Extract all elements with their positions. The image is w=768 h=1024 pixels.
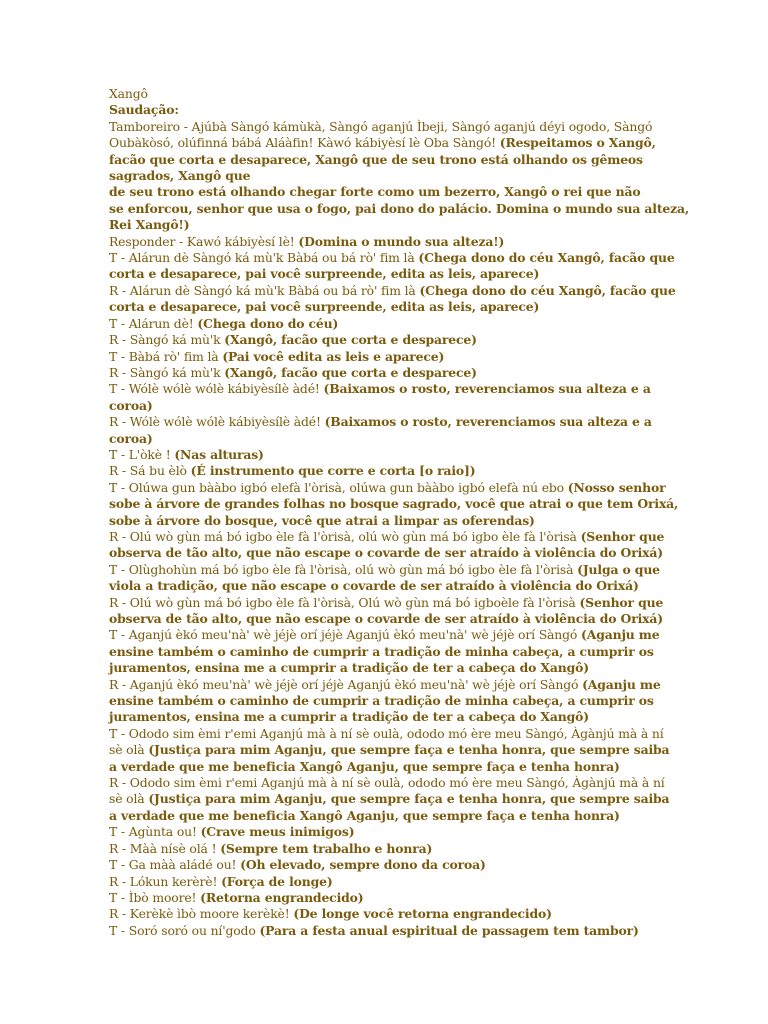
text-line: [109, 857, 759, 873]
text-line: [109, 496, 759, 512]
chant-text: T - Agùnta ou!: [109, 824, 201, 840]
text-line: [109, 152, 759, 168]
translation-text: Saudação:: [109, 102, 179, 118]
translation-text: corta e desaparece, pai você surpreende, edita as leis, aparece): [109, 299, 540, 315]
translation-text: (Chega dono do céu Xangô, facão que: [418, 250, 675, 266]
translation-text: (Chega dono do céu): [197, 315, 339, 331]
chant-text: R - Wólè wólè wólè kábiyèsílè àdé!: [109, 414, 325, 430]
chant-text: sè olà: [109, 791, 149, 807]
translation-text: (Baixamos o rosto, reverenciamos sua alteza e a: [323, 381, 651, 397]
chant-text: T - Ododo sim èmi r'emi Aganjú mà à ní sè oulà, ododo mó ère meu Sàngó, Àgànjú mà à ní: [109, 725, 664, 741]
text-line: [109, 545, 759, 561]
text-line: [109, 201, 759, 217]
text-line: [109, 759, 759, 775]
translation-text: sobe à árvore do bosque, você que atrai a limpar as oferendas): [109, 512, 535, 528]
chant-text: R - Sàngó ká mù'k: [109, 332, 225, 348]
text-line: [109, 513, 759, 529]
translation-text: a verdade que me beneficia Xangô Aganju, que sempre faça e tenha honra): [109, 758, 620, 774]
chant-text: R - Sàngó ká mù'k: [109, 364, 225, 380]
text-line: [109, 447, 759, 463]
text-line: [109, 874, 759, 890]
text-line: [109, 578, 759, 594]
chant-text: R - Olú wò gùn má bó igbo èle fà l'òrisà, Olú wò gùn má bó igboèle fà l'òrisà: [109, 594, 580, 610]
text-line: [109, 677, 759, 693]
text-line: [109, 332, 759, 348]
translation-text: (Aganju me: [582, 676, 661, 692]
translation-text: Rei Xangô!): [109, 217, 190, 233]
text-line: [109, 168, 759, 184]
text-line: [109, 266, 759, 282]
text-line: [109, 611, 759, 627]
translation-text: (Força de longe): [221, 873, 333, 889]
text-line: [109, 365, 759, 381]
text-line: [109, 463, 759, 479]
translation-text: (Aganju me: [581, 627, 660, 643]
chant-text: R - Ododo sim èmi r'emi Aganjú mà à ní sè oulà, ododo mó ère meu Sàngó, Àgànjú mà à ní: [109, 775, 665, 791]
chant-text: Xangô: [109, 86, 148, 101]
chant-text: T - Alárun dè Sàngó ká mù'k Bàbá ou bá rò' fim là: [109, 250, 419, 266]
chant-text: T - L'òkè !: [109, 446, 175, 462]
text-line: [109, 283, 759, 299]
text-line: [109, 250, 759, 266]
translation-text: (Justiça para mim Aganju, que sempre faça e tenha honra, que sempre saiba: [148, 791, 670, 807]
text-line: [109, 217, 759, 233]
text-line: [109, 562, 759, 578]
text-line: [109, 841, 759, 857]
chant-text: T - Bàbá rò' fim là: [109, 348, 223, 364]
text-line: [109, 595, 759, 611]
text-line: [109, 102, 759, 118]
translation-text: corta e desaparece, pai você surpreende, edita as leis, aparece): [109, 266, 540, 282]
text-line: [109, 184, 759, 200]
chant-text: T - Wólè wólè wólè kábiyèsílè àdé!: [109, 381, 324, 397]
text-line: [109, 398, 759, 414]
translation-text: (Retorna engrandecido): [200, 889, 364, 905]
translation-text: juramentos, ensina me a cumprir a tradição de ter a cabeça do Xangô): [109, 660, 589, 676]
text-line: [109, 726, 759, 742]
text-line: [109, 86, 759, 102]
text-line: [109, 627, 759, 643]
chant-text: R - Alárun dè Sàngó ká mù'k Bàbá ou bá rò' fim là: [109, 282, 420, 298]
chant-text: R - Aganjú èkó meu'nà' wè jéjè orí jéjè Aganjú èkó meu'nà' wè jéjè orí Sàngó: [109, 676, 583, 692]
translation-text: (Pai você edita as leis e aparece): [222, 348, 445, 364]
text-line: [109, 414, 759, 430]
text-line: [109, 431, 759, 447]
chant-text: Tamboreiro - Ajúbà Sàngó kámùkà, Sàngó aganjú Ìbeji, Sàngó aganjú déyi ogodo, Sàngó: [109, 118, 653, 134]
text-line: [109, 890, 759, 906]
translation-text: (Baixamos o rosto, reverenciamos sua alteza e a: [324, 414, 652, 430]
translation-text: (Domina o mundo sua alteza!): [298, 233, 505, 249]
translation-text: (Oh elevado, sempre dono da coroa): [240, 857, 486, 873]
translation-text: (Para a festa anual espiritual de passagem tem tambor): [259, 922, 639, 938]
translation-text: (Respeitamos o Xangô,: [499, 135, 656, 151]
text-line: [109, 660, 759, 676]
translation-text: ensine também o caminho de cumprir a tradição de minha cabeça, a cumprir os: [109, 693, 654, 709]
text-line: [109, 775, 759, 791]
translation-text: (Justiça para mim Aganju, que sempre faça e tenha honra, que sempre saiba: [148, 742, 670, 758]
translation-text: (Julga o que: [577, 561, 660, 577]
translation-text: a verdade que me beneficia Xangô Aganju, que sempre faça e tenha honra): [109, 807, 620, 823]
text-line: [109, 808, 759, 824]
chant-text: R - Kerèkè ìbò moore kerèkè!: [109, 906, 294, 922]
translation-text: (Xangô, facão que corta e desparece): [224, 332, 477, 348]
translation-text: (Chega dono do céu Xangô, facão que: [419, 282, 676, 298]
chant-text: R - Lókun kerèrè!: [109, 873, 222, 889]
translation-text: facão que corta e desaparece, Xangô que de seu trono está olhando os gêmeos: [109, 151, 643, 167]
text-line: [109, 234, 759, 250]
text-line: [109, 906, 759, 922]
translation-text: (É instrumento que corre e corta [o raio]): [190, 463, 476, 479]
translation-text: se enforcou, senhor que usa o fogo, pai dono do palácio. Domina o mundo sua alteza,: [109, 200, 690, 216]
translation-text: ensine também o caminho de cumprir a tradição de minha cabeça, a cumprir os: [109, 643, 654, 659]
translation-text: (Xangô, facão que corta e desparece): [224, 364, 477, 380]
chant-text: R - Sá bu èlò: [109, 463, 191, 479]
translation-text: (Nas alturas): [174, 446, 264, 462]
translation-text: (Nosso senhor: [567, 479, 666, 495]
chant-text: T - Ga màà aládé ou!: [109, 857, 241, 873]
text-line: [109, 693, 759, 709]
translation-text: (Senhor que: [580, 528, 665, 544]
text-line: [109, 742, 759, 758]
text-line: [109, 791, 759, 807]
text-line: [109, 923, 759, 939]
chant-text: R - Màà nísè olá !: [109, 840, 221, 856]
translation-text: observa de tão alto, que não escape o covarde de ser atraído à violência do Orixá): [109, 611, 663, 626]
chant-text: T - Soró soró ou ní'godo: [109, 922, 260, 938]
document-text: [109, 86, 759, 939]
chant-text: R - Olú wò gùn má bó igbo èle fà l'òrisà, olú wò gùn má bó igbo èle fà l'òrisà: [109, 528, 581, 544]
translation-text: (Crave meus inimigos): [200, 824, 355, 840]
text-line: [109, 119, 759, 135]
translation-text: coroa): [109, 397, 153, 413]
chant-text: T - Alárun dè!: [109, 315, 198, 331]
translation-text: sagrados, Xangô que: [109, 168, 251, 184]
text-line: [109, 316, 759, 332]
text-line: [109, 381, 759, 397]
text-line: [109, 349, 759, 365]
translation-text: juramentos, ensina me a cumprir a tradição de ter a cabeça do Xangô): [109, 709, 589, 725]
chant-text: T - Olúwa gun bààbo igbó elefà l'òrisà, olúwa gun bààbo igbó elefà nú ebo: [109, 479, 568, 495]
translation-text: (Senhor que: [579, 594, 664, 610]
translation-text: sobe à árvore de grandes folhas no bosque sagrado, você que atrai o que tem Orixá,: [109, 496, 679, 512]
chant-text: Oubàkòsó, olúfinná bábá Aláàfin! Kàwó kábiyèsí lè Oba Sàngó!: [109, 135, 500, 151]
chant-text: T - Aganjú èkó meu'nà' wè jéjè orí jéjè Aganjú èkó meu'nà' wè jéjè orí Sàngó: [109, 627, 582, 643]
text-line: [109, 709, 759, 725]
text-line: [109, 299, 759, 315]
translation-text: (Sempre tem trabalho e honra): [220, 840, 433, 856]
text-line: [109, 644, 759, 660]
translation-text: coroa): [109, 430, 153, 446]
chant-text: Responder - Kawó kábiyèsí lè!: [109, 233, 299, 249]
translation-text: observa de tão alto, que não escape o covarde de ser atraído à violência do Orixá): [109, 545, 663, 561]
chant-text: T - Ìbò moore!: [109, 889, 201, 905]
text-line: [109, 480, 759, 496]
text-line: [109, 135, 759, 151]
chant-text: sè olà: [109, 742, 149, 758]
text-line: [109, 824, 759, 840]
translation-text: de seu trono está olhando chegar forte como um bezerro, Xangô o rei que não: [109, 184, 641, 200]
text-line: [109, 529, 759, 545]
translation-text: (De longe você retorna engrandecido): [293, 906, 552, 922]
translation-text: viola a tradição, que não escape o covarde de ser atraído à violência do Orixá): [109, 578, 639, 594]
chant-text: T - Olùghohùn má bó igbo èle fà l'òrisà, olú wò gùn má bó igbo èle fà l'òrisà: [109, 561, 578, 577]
